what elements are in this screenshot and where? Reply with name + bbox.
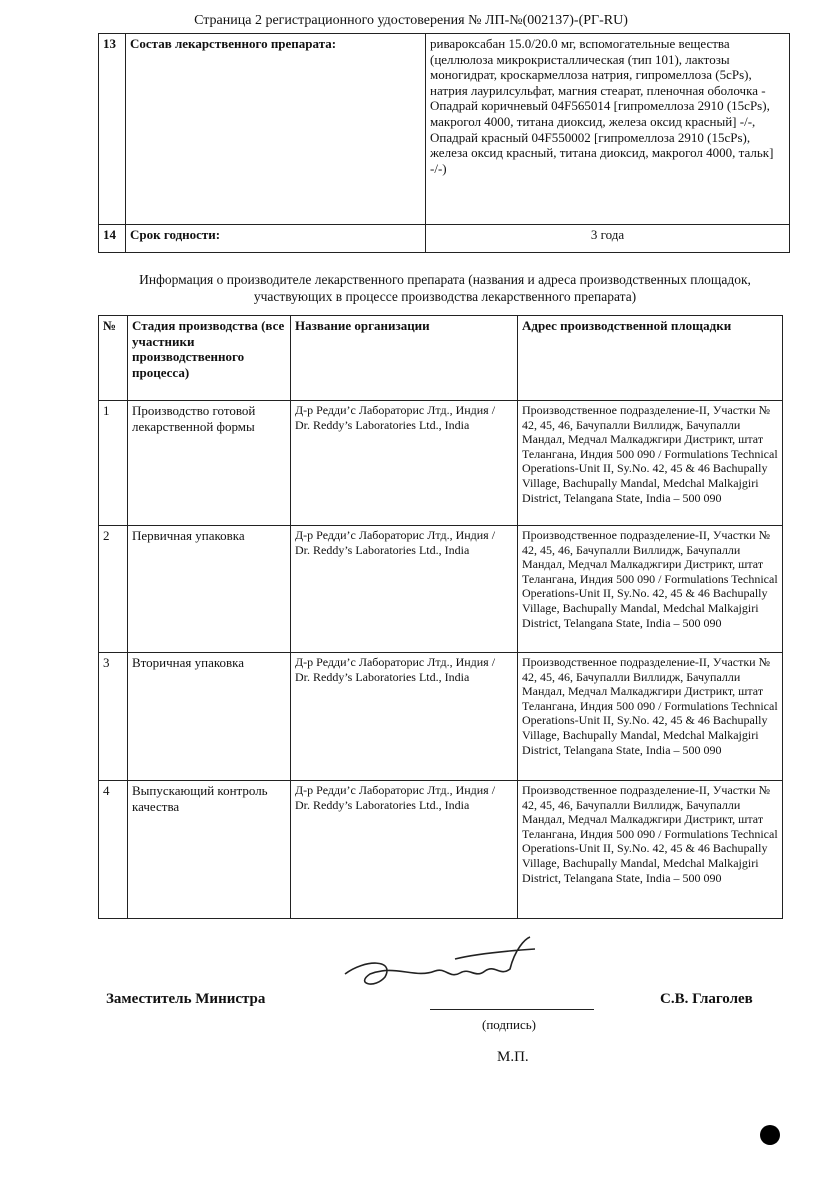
- column-header: Название организации: [291, 316, 518, 401]
- row-number: 3: [99, 653, 128, 781]
- row-value: ривароксабан 15.0/20.0 мг, вспомогательные вещества (целлюлоза микрокристаллическая (тип 101), лактозы моногидрат, кроскармеллоза натрия, гипромеллоза (5cPs), натрия лаурилсульфат, магния стеарат, пленочная оболочка - Опадрай коричневый 04F565014 [гипромеллоза 2910 (15cPs), макрогол 4000, титана диоксид, железа оксид красный] -/-, Опадрай красный 04F550002 [гипромеллоза 2910 (15cPs), железа оксид красный, титана диоксид, макрогол 4000, тальк] -/-): [426, 34, 790, 225]
- row-label: Срок годности:: [126, 225, 426, 253]
- table-row: [99, 526, 783, 653]
- row-value: 3 года: [426, 225, 790, 253]
- row-number: 1: [99, 401, 128, 526]
- seal-placeholder: М.П.: [497, 1049, 529, 1065]
- stage-cell: Производство готовой лекарственной формы: [128, 401, 291, 526]
- stage-cell: Выпускающий контроль качества: [128, 781, 291, 919]
- row-number: 4: [99, 781, 128, 919]
- composition-table: [98, 33, 790, 253]
- signature-line: [430, 1009, 594, 1010]
- table-row: [99, 781, 783, 919]
- row-number: 2: [99, 526, 128, 653]
- stage-cell: Первичная упаковка: [128, 526, 291, 653]
- organization-cell: Д-р Редди’с Лабораторис Лтд., Индия / Dr. Reddy’s Laboratories Ltd., India: [291, 526, 518, 653]
- row-label: Состав лекарственного препарата:: [126, 34, 426, 225]
- signatory-position: Заместитель Министра: [106, 991, 266, 1007]
- row-number: 13: [99, 34, 126, 225]
- organization-cell: Д-р Редди’с Лабораторис Лтд., Индия / Dr. Reddy’s Laboratories Ltd., India: [291, 401, 518, 526]
- scan-mark-dot: [760, 1125, 780, 1145]
- organization-cell: Д-р Редди’с Лабораторис Лтд., Индия / Dr. Reddy’s Laboratories Ltd., India: [291, 653, 518, 781]
- manufacturer-table: [98, 315, 783, 919]
- organization-cell: Д-р Редди’с Лабораторис Лтд., Индия / Dr. Reddy’s Laboratories Ltd., India: [291, 781, 518, 919]
- address-cell: Производственное подразделение-II, Участки № 42, 45, 46, Бачупалли Виллидж, Бачупалли Мандал, Медчал Малкаджгири Дистрикт, штат Телангана, Индия 500 090 / Formulations Technical Operations-Unit II, Sy.No. 42, 45 & 46 Bachupally Village, Bachupally Mandal, Medchal Malkajgiri District, Telangana State, India – 500 090: [518, 526, 783, 653]
- address-cell: Производственное подразделение-II, Участки № 42, 45, 46, Бачупалли Виллидж, Бачупалли Мандал, Медчал Малкаджгири Дистрикт, штат Телангана, Индия 500 090 / Formulations Technical Operations-Unit II, Sy.No. 42, 45 & 46 Bachupally Village, Bachupally Mandal, Medchal Malkajgiri District, Telangana State, India – 500 090: [518, 781, 783, 919]
- signature-block: [0, 929, 822, 1099]
- row-number: 14: [99, 225, 126, 253]
- table-row: [99, 401, 783, 526]
- table-row: [99, 653, 783, 781]
- table-row: [99, 34, 790, 225]
- column-header: Стадия производства (все участники производственного процесса): [128, 316, 291, 401]
- handwritten-signature: [335, 929, 545, 1004]
- address-cell: Производственное подразделение-II, Участки № 42, 45, 46, Бачупалли Виллидж, Бачупалли Мандал, Медчал Малкаджгири Дистрикт, штат Телангана, Индия 500 090 / Formulations Technical Operations-Unit II, Sy.No. 42, 45 & 46 Bachupally Village, Bachupally Mandal, Medchal Malkajgiri District, Telangana State, India – 500 090: [518, 653, 783, 781]
- address-cell: Производственное подразделение-II, Участки № 42, 45, 46, Бачупалли Виллидж, Бачупалли Мандал, Медчал Малкаджгири Дистрикт, штат Телангана, Индия 500 090 / Formulations Technical Operations-Unit II, Sy.No. 42, 45 & 46 Bachupally Village, Bachupally Mandal, Medchal Malkajgiri District, Telangana State, India – 500 090: [518, 401, 783, 526]
- column-header: Адрес производственной площадки: [518, 316, 783, 401]
- table-row: [99, 225, 790, 253]
- signature-caption: (подпись): [482, 1017, 536, 1032]
- manufacturer-info-title: Информация о производителе лекарственного препарата (названия и адреса производственных площадок, участвующих в процессе производства лекарственного препарата): [139, 272, 751, 304]
- column-header: №: [99, 316, 128, 401]
- table-header-row: [99, 316, 783, 401]
- stage-cell: Вторичная упаковка: [128, 653, 291, 781]
- page-header: Страница 2 регистрационного удостоверения № ЛП-№(002137)-(РГ-RU): [194, 13, 628, 28]
- signatory-name: С.В. Глаголев: [660, 991, 753, 1007]
